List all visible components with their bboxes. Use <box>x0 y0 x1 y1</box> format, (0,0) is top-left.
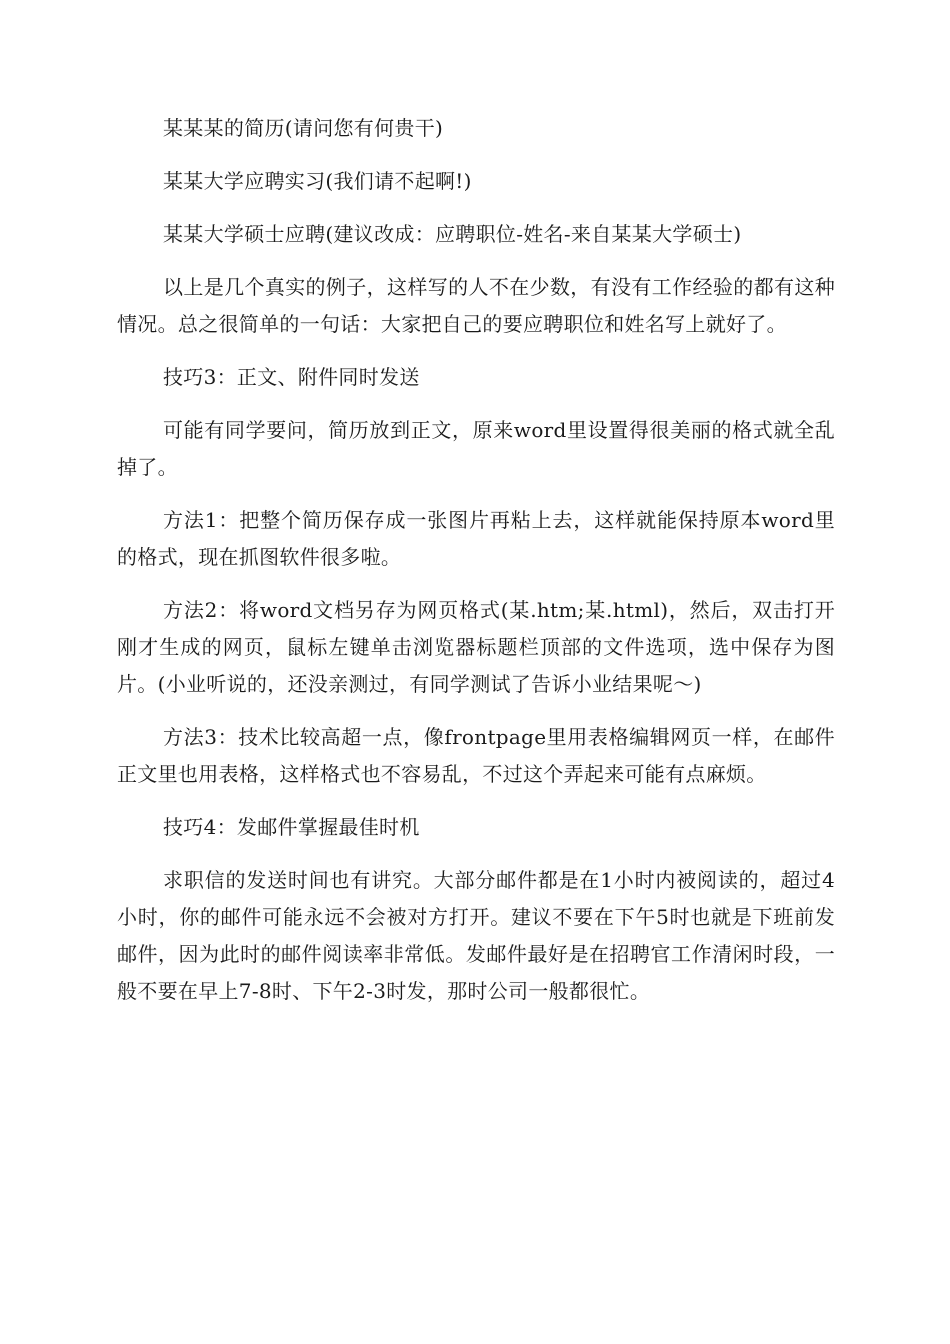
document-body <box>117 110 835 1026</box>
method-3-paragraph: 方法3：技术比较高超一点，像frontpage里用表格编辑网页一样，在邮件正文里也用表格，这样格式也不容易乱，不过这个弄起来可能有点麻烦。 <box>117 725 835 786</box>
resume-subject-example-3: 某某大学硕士应聘(建议改成：应聘职位-姓名-来自某某大学硕士) <box>163 222 742 246</box>
resume-subject-example-2: 某某大学应聘实习(我们请不起啊!) <box>163 169 472 193</box>
tip-3-question-paragraph: 可能有同学要问，简历放到正文，原来word里设置得很美丽的格式就全乱掉了。 <box>117 418 835 479</box>
tip-4-heading: 技巧4：发邮件掌握最佳时机 <box>163 815 420 839</box>
resume-subject-example-1: 某某某的简历(请问您有何贵干) <box>163 116 444 140</box>
tip-4-body-paragraph: 求职信的发送时间也有讲究。大部分邮件都是在1小时内被阅读的，超过4小时，你的邮件可能永远不会被对方打开。建议不要在下午5时也就是下班前发邮件，因为此时的邮件阅读率非常低。发邮件最好是在招聘官工作清闲时段，一般不要在早上7-8时、下午2-3时发，那时公司一般都很忙。 <box>117 868 835 1003</box>
examples-summary-paragraph: 以上是几个真实的例子，这样写的人不在少数，有没有工作经验的都有这种情况。总之很简单的一句话：大家把自己的要应聘职位和姓名写上就好了。 <box>117 275 835 336</box>
method-2-paragraph: 方法2：将word文档另存为网页格式(某.htm;某.html)，然后，双击打开刚才生成的网页，鼠标左键单击浏览器标题栏顶部的文件选项，选中保存为图片。(小业听说的，还没亲测过，有同学测试了告诉小业结果呢～) <box>117 598 835 696</box>
method-1-paragraph: 方法1：把整个简历保存成一张图片再粘上去，这样就能保持原本word里的格式，现在抓图软件很多啦。 <box>117 508 835 569</box>
tip-3-heading: 技巧3：正文、附件同时发送 <box>163 365 420 389</box>
